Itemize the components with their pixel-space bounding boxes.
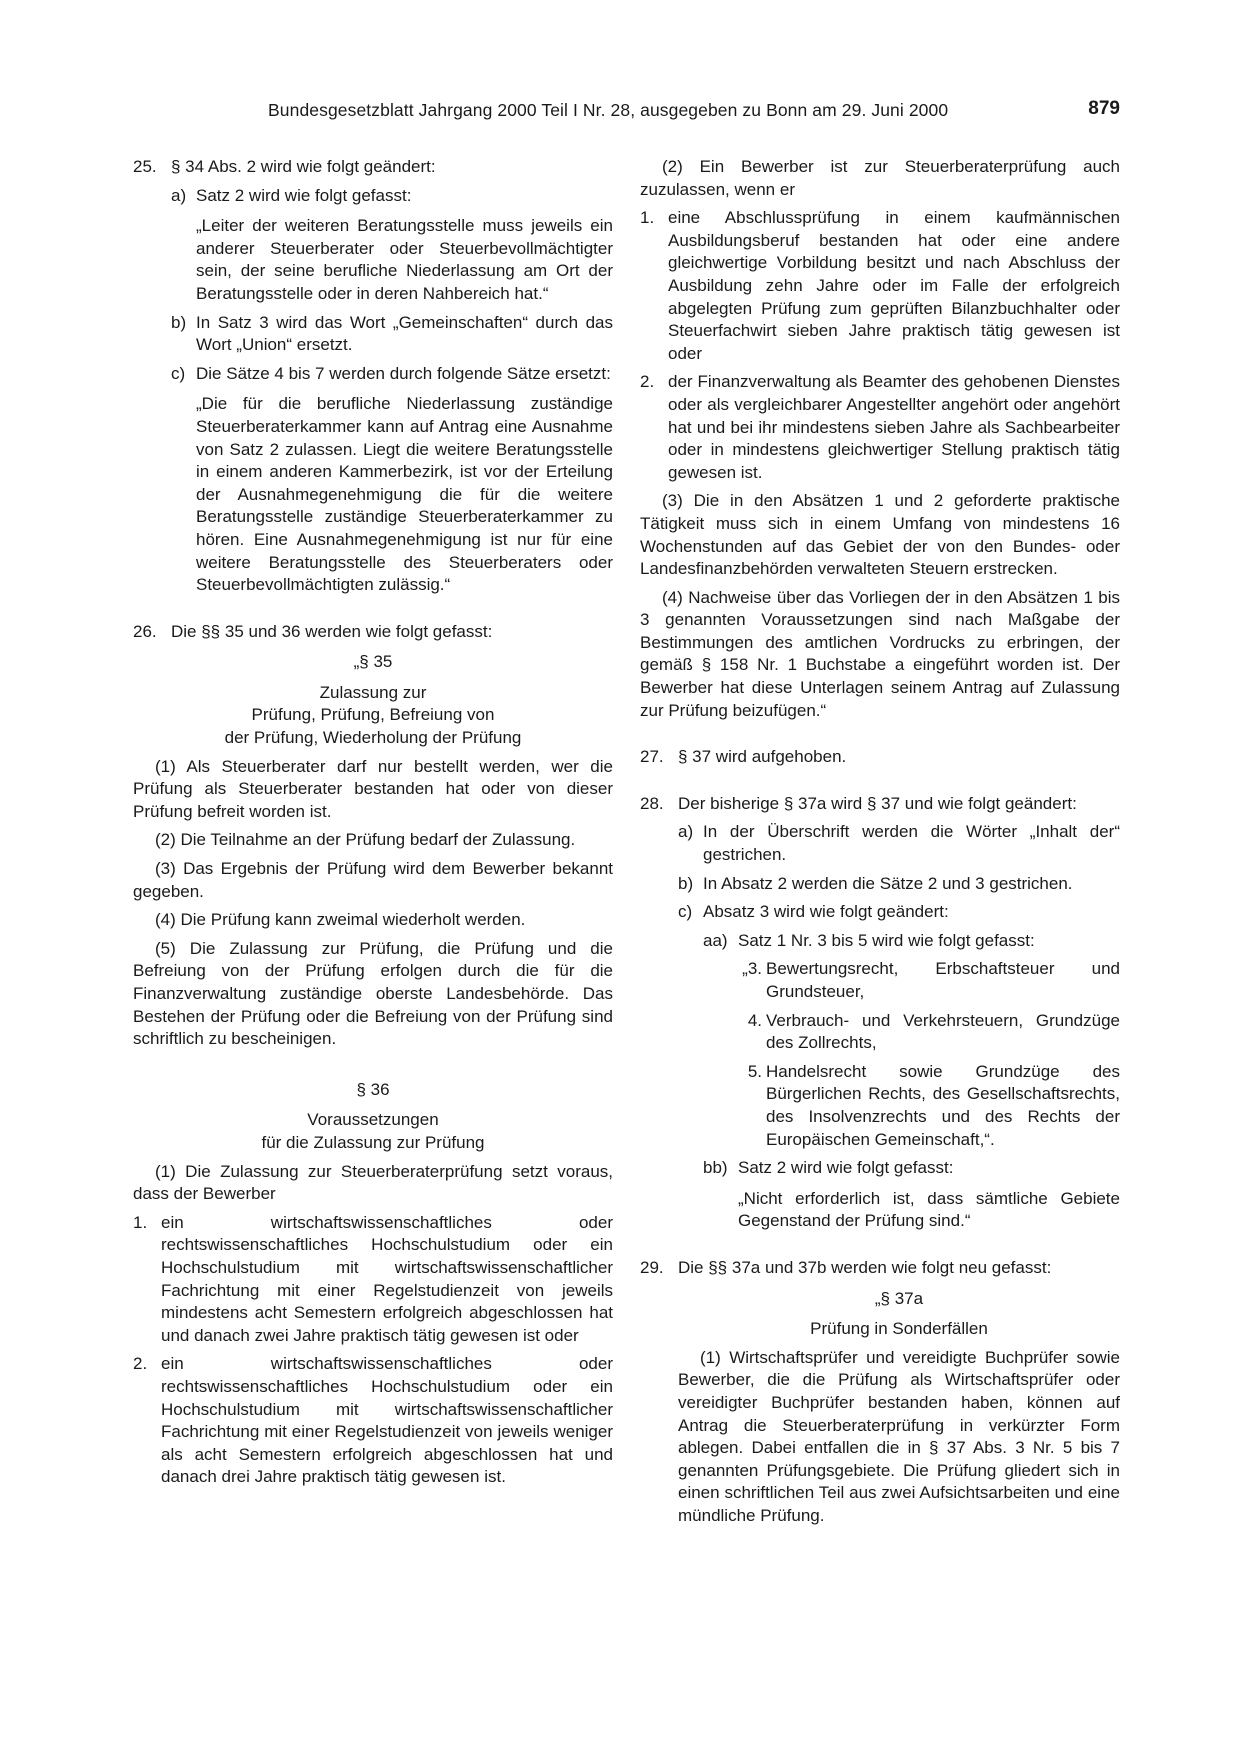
item-number: 29.: [640, 1257, 664, 1277]
paragraph: (1) Wirtschaftsprüfer und vereidigte Buchprüfer sowie Bewerber, die die Prüfung als Wirtschaftsprüfer oder vereidigter Buchprüfer bestanden haben, können auf Antrag die Steuerberaterprüfung in verkürzter Form ablegen. Dabei entfallen die in § 37 Abs. 3 Nr. 5 bis 7 genannten Prüfungsgebiete. Die Prüfung gliedert sich in einen schriftlichen Teil aus zwei Aufsichtsarbeiten und eine mündliche Prüfung.: [678, 1347, 1120, 1525]
item-number: 28.: [640, 793, 664, 813]
running-title: Bundesgesetzblatt Jahrgang 2000 Teil I Nr. 28, ausgegeben zu Bonn am 29. Juni 2000: [268, 100, 949, 120]
numbered-item: [133, 1353, 613, 1489]
section-35: [133, 651, 613, 1051]
numbered-item-text: Bewertungsrecht, Erbschaftsteuer und Grundsteuer,: [766, 959, 1120, 1001]
quoted-text: „Leiter der weiteren Beratungsstelle muss jeweils ein anderer Steuerberater oder Steuerbevollmächtigter sein, der seine berufliche Niederlassung am Ort der Beratungsstelle oder in deren Nahbereich hat.“: [196, 216, 613, 303]
section-mark: „§ 35: [353, 652, 393, 672]
subitem-label: b): [678, 873, 694, 893]
numbered-item-label: 2.: [133, 1354, 148, 1374]
item-28: [640, 793, 1120, 1233]
item-27: [640, 746, 1120, 769]
item-intro: Die §§ 35 und 36 werden wie folgt gefasst:: [171, 621, 493, 641]
numbered-item-text: ein wirtschaftswissenschaftliches oder rechtswissenschaftliches Hochschulstudium oder ein Hochschulstudium mit wirtschaftswissenschaftlicher Fachrichtung mit einer Regelstudienzeit von jeweils weniger als acht Semestern erfolgreich abgeschlossen hat und danach drei Jahre praktisch tätig gewesen ist.: [161, 1354, 613, 1487]
subitem-b: [678, 873, 1120, 896]
item-intro: § 34 Abs. 2 wird wie folgt geändert:: [171, 157, 436, 176]
paragraph: (5) Die Zulassung zur Prüfung, die Prüfung und die Befreiung von der Prüfung erfolgen durch die für die Finanzverwaltung zuständige oberste Landesbehörde. Das Bestehen der Prüfung oder die Befreiung von der Prüfung sind schriftlich zu bescheinigen.: [133, 938, 613, 1049]
subitem-bb: [703, 1157, 1120, 1233]
section-title-line: der Prüfung, Wiederholung der Prüfung: [224, 728, 522, 748]
item-text: § 37 wird aufgehoben.: [678, 747, 847, 767]
numbered-item: [738, 1010, 1120, 1055]
numbered-item: [738, 1061, 1120, 1151]
numbered-item: [640, 371, 1120, 484]
paragraph: (3) Das Ergebnis der Prüfung wird dem Bewerber bekannt gegeben.: [133, 859, 613, 901]
item-number: 27.: [640, 747, 664, 767]
item-number: 25.: [133, 157, 157, 176]
numbered-item-text: ein wirtschaftswissenschaftliches oder rechtswissenschaftliches Hochschulstudium oder ein Hochschulstudium mit wirtschaftswissenschaftlicher Fachrichtung mit einer Regelstudienzeit von jeweils mindestens acht Semestern erfolgreich abgeschlossen hat und danach zwei Jahre praktisch tätig gewesen ist oder: [161, 1212, 613, 1345]
subitem-a: [678, 821, 1120, 866]
paragraph: (1) Als Steuerberater darf nur bestellt werden, wer die Prüfung als Steuerberater bestanden hat oder von dieser Prüfung befreit worden ist.: [133, 756, 613, 821]
subitem-label: c): [678, 902, 693, 922]
section-title-line: Prüfung, Prüfung, Befreiung von: [251, 705, 495, 725]
item-25: [133, 156, 613, 597]
subitem-label: aa): [703, 930, 728, 950]
section-mark: „§ 37a: [874, 1288, 924, 1308]
numbered-item-label: 5.: [747, 1061, 762, 1081]
numbered-item-text: der Finanzverwaltung als Beamter des gehobenen Dienstes oder als vergleichbarer Angestellter angehört oder angehört hat und bei ihr mindestens sieben Jahre als Sachbearbeiter oder in mindestens gleichwertiger Stellung praktisch tätig gewesen ist.: [668, 372, 1120, 482]
item-intro: Der bisherige § 37a wird § 37 und wie folgt geändert:: [678, 793, 1077, 813]
paragraph: (3) Die in den Absätzen 1 und 2 geforderte praktische Tätigkeit muss sich in einem Umfang von mindestens 16 Wochenstunden auf das Gebiet der von den Bundes- oder Landesfinanzbehörden verwalteten Steuern erstrecken.: [640, 491, 1120, 579]
subitem-label: a): [171, 185, 187, 205]
quoted-text: „Die für die berufliche Niederlassung zuständige Steuerberaterkammer kann auf Antrag eine Ausnahme von Satz 2 zulassen. Liegt die weitere Beratungsstelle in einem anderen Kammerbezirk, ist vor der Erteilung der Ausnahmegenehmigung die für die weitere Beratungsstelle zuständige Steuerberaterkammer zu hören. Eine Ausnahmegenehmigung ist nur für eine weitere Beratungsstelle des Steuerberaters oder Steuerbevollmächtigten zulässig.“: [196, 394, 613, 595]
numbered-item-text: Verbrauch- und Verkehrsteuern, Grundzüge des Zollrechts,: [766, 1010, 1120, 1053]
item-intro: Die §§ 37a und 37b werden wie folgt neu gefasst:: [678, 1257, 1052, 1277]
subitem-label: b): [171, 312, 187, 332]
subitem-text: Satz 2 wird wie folgt gefasst:: [738, 1158, 954, 1178]
numbered-item: [640, 207, 1120, 365]
numbered-item: [738, 958, 1120, 1003]
paragraph: (2) Die Teilnahme an der Prüfung bedarf der Zulassung.: [155, 830, 576, 850]
quoted-text: „Nicht erforderlich ist, dass sämtliche Gebiete Gegenstand der Prüfung sind.“: [738, 1188, 1120, 1231]
subitem-label: a): [678, 822, 694, 842]
numbered-item-label: 1.: [640, 208, 655, 228]
section-title-line: Zulassung zur: [319, 682, 427, 702]
subitem-c: [678, 901, 1120, 1233]
subitem-text: Satz 1 Nr. 3 bis 5 wird wie folgt gefasst:: [738, 930, 1035, 950]
subitem-text: Absatz 3 wird wie folgt geändert:: [703, 902, 949, 922]
numbered-item-label: „3.: [742, 959, 762, 979]
item-number: 26.: [133, 621, 157, 641]
right-column: [640, 156, 1120, 1527]
section-mark: § 36: [356, 1079, 390, 1099]
subitem-aa: [703, 930, 1120, 1151]
subitem-text: In der Überschrift werden die Wörter „Inhalt der“ gestrichen.: [703, 822, 1120, 865]
item-29: [640, 1257, 1120, 1528]
paragraph: (4) Nachweise über das Vorliegen der in den Absätzen 1 bis 3 genannten Voraussetzungen sind nach Maßgabe der Bestimmungen des amtlichen Vordrucks zu erbringen, der gemäß § 158 Nr. 1 Buchstabe a eingeführt worden ist. Der Bewerber hat diese Unterlagen seinem Antrag auf Zulassung zur Prüfung beizufügen.“: [640, 587, 1120, 720]
subitem-text: In Absatz 2 werden die Sätze 2 und 3 gestrichen.: [703, 873, 1073, 893]
item-26: [133, 621, 613, 644]
paragraph: (2) Ein Bewerber ist zur Steuerberaterprüfung auch zuzulassen, wenn er: [640, 157, 1120, 199]
subitem-a: [171, 185, 613, 306]
numbered-item-label: 2.: [640, 372, 655, 392]
section-title-line: Prüfung in Sonderfällen: [810, 1319, 988, 1339]
numbered-item-label: 1.: [133, 1212, 148, 1232]
numbered-item-text: eine Abschlussprüfung in einem kaufmännischen Ausbildungsberuf bestanden hat oder eine andere gleichwertige Vorbildung besitzt und nach Abschluss der Ausbildung zehn Jahre oder im Falle der erfolgreich abgelegten Prüfung zum geprüften Bilanzbuchhalter oder Steuerfachwirt sieben Jahre praktisch tätig gewesen ist oder: [668, 208, 1120, 363]
subitem-text: Satz 2 wird wie folgt gefasst:: [196, 185, 412, 205]
subitem-label: bb): [703, 1158, 728, 1178]
subitem-text: In Satz 3 wird das Wort „Gemeinschaften“ durch das Wort „Union“ ersetzt.: [196, 312, 613, 355]
paragraph: (4) Die Prüfung kann zweimal wiederholt werden.: [155, 910, 526, 930]
numbered-item: [133, 1212, 613, 1348]
numbered-item-label: 4.: [747, 1010, 762, 1030]
subitem-b: [171, 312, 613, 357]
section-title-line: für die Zulassung zur Prüfung: [261, 1132, 485, 1152]
numbered-item-text: Handelsrecht sowie Grundzüge des Bürgerlichen Rechts, des Gesellschaftsrechts, des Insolvenzrechts und des Rechts der Europäischen Gemeinschaft,“.: [766, 1061, 1120, 1149]
page-number: 879: [1088, 98, 1120, 119]
paragraph: (1) Die Zulassung zur Steuerberaterprüfung setzt voraus, dass der Bewerber: [133, 1161, 613, 1204]
running-header: [268, 100, 1120, 128]
section-36: [133, 1079, 613, 1489]
subitem-text: Die Sätze 4 bis 7 werden durch folgende Sätze ersetzt:: [196, 363, 611, 383]
left-column: [133, 156, 613, 1489]
subitem-c: [171, 363, 613, 597]
subitem-label: c): [171, 363, 186, 383]
section-title-line: Voraussetzungen: [307, 1110, 439, 1130]
